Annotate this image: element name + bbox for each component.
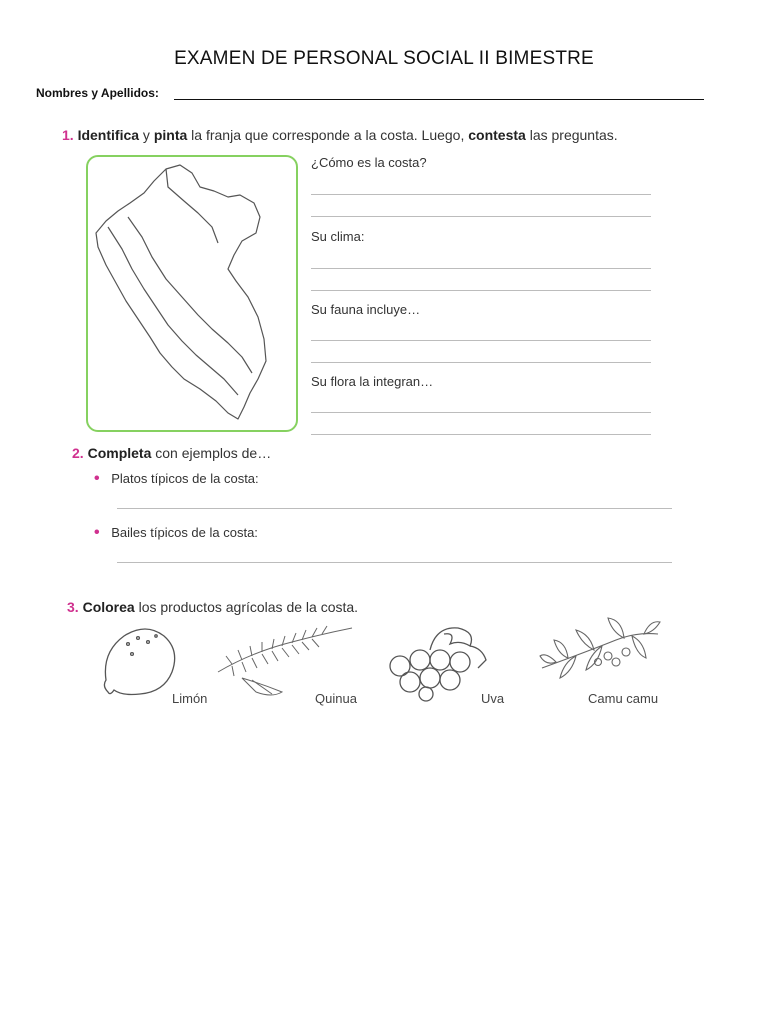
section-3-verb: Colorea — [82, 599, 135, 615]
section-2-text: con ejemplos de… — [151, 445, 272, 461]
caption-quinua: Quinua — [315, 691, 357, 706]
section-1-text2: las preguntas. — [525, 127, 618, 143]
question-clima: Su clima: — [311, 229, 365, 244]
answer-line-platos[interactable] — [117, 508, 672, 509]
section-2-verb: Completa — [87, 445, 152, 461]
section-1-number: 1. — [62, 127, 74, 143]
caption-uva: Uva — [481, 691, 505, 706]
section-2-heading — [72, 445, 271, 461]
section-1-text1: la franja que corresponde a la costa. Luego, — [187, 127, 469, 143]
bullet-bailes-label: Bailes típicos de la costa: — [111, 525, 258, 540]
answer-line-bailes[interactable] — [117, 562, 672, 563]
bullet-bailes — [94, 524, 258, 542]
name-field-label — [36, 86, 159, 100]
section-3-text: los productos agrícolas de la costa. — [134, 599, 359, 615]
question-costa: ¿Cómo es la costa? — [311, 155, 427, 170]
quinoa-icon[interactable] — [212, 622, 362, 702]
answer-line-flora-2[interactable] — [311, 434, 651, 435]
section-1-verb-contesta: contesta — [468, 127, 526, 143]
section-1-conn: y — [139, 127, 154, 143]
caption-camu-camu: Camu camu — [588, 691, 659, 706]
section-1-verb-pinta: pinta — [153, 127, 188, 143]
camu-camu-icon[interactable] — [536, 612, 666, 694]
question-flora: Su flora la integran… — [311, 374, 434, 389]
answer-line-clima-1[interactable] — [311, 268, 651, 269]
answer-line-fauna-2[interactable] — [311, 362, 651, 363]
bullet-platos-label: Platos típicos de la costa: — [111, 471, 259, 486]
section-2-number: 2. — [72, 445, 84, 461]
bullet-dot-icon: • — [94, 524, 100, 541]
answer-line-fauna-1[interactable] — [311, 340, 651, 341]
section-3-number: 3. — [67, 599, 79, 615]
question-fauna: Su fauna incluye… — [311, 302, 421, 317]
answer-line-flora-1[interactable] — [311, 412, 651, 413]
bullet-dot-icon: • — [94, 470, 100, 487]
peru-map-icon — [88, 157, 296, 430]
page-title: EXAMEN DE PERSONAL SOCIAL II BIMESTRE — [174, 48, 594, 69]
grapes-icon[interactable] — [386, 620, 496, 702]
answer-line-costa-2[interactable] — [311, 216, 651, 217]
name-answer-line[interactable] — [174, 99, 704, 100]
section-1-heading — [62, 127, 618, 143]
name-label: Nombres y Apellidos: — [36, 86, 159, 100]
bullet-platos — [94, 470, 259, 488]
peru-map-box[interactable] — [86, 155, 298, 432]
lemon-icon[interactable] — [100, 622, 190, 700]
section-3-heading — [67, 599, 358, 615]
section-1-verb-identifica: Identifica — [77, 127, 140, 143]
answer-line-costa-1[interactable] — [311, 194, 651, 195]
caption-limon: Limón — [172, 691, 208, 706]
answer-line-clima-2[interactable] — [311, 290, 651, 291]
